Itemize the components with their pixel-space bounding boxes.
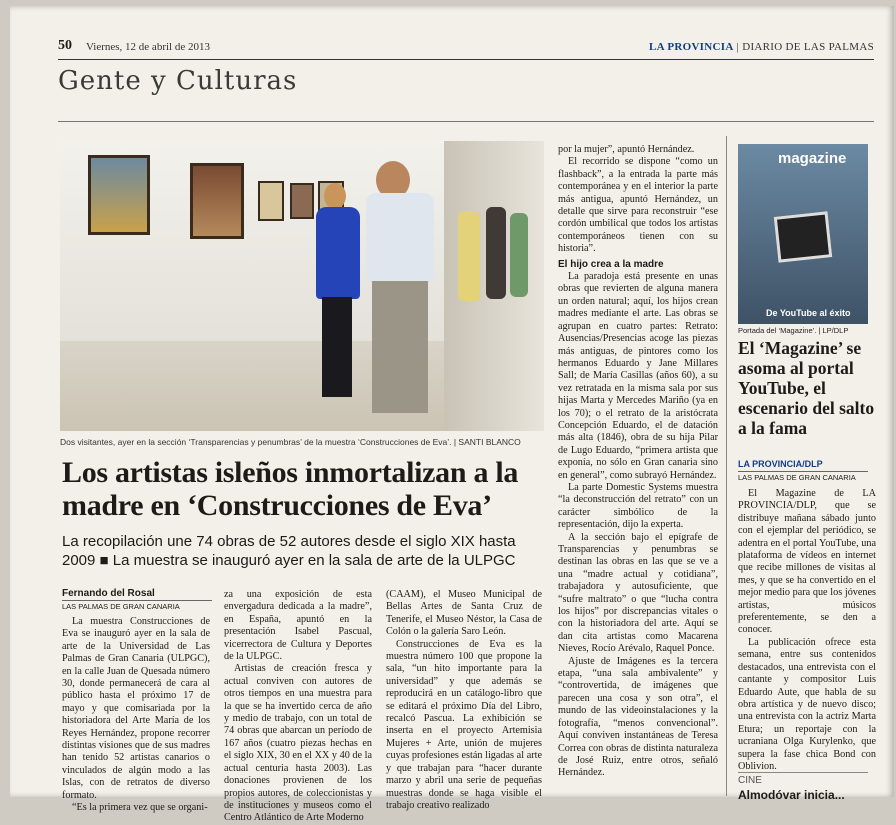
paragraph: A la sección bajo el epígrafe de Transparencias y penumbras se destinan las obras en las que se ve a una “madre actual y cotidiana”, trabajadora y autosuficiente, que “sufre maltrato” o que “lucha contra los hijos” por discrepancias vitales o con la historiadora del arte. Aquí se dan cita artistas como Macarena Nieves, Rocío Arévalo, Raquel Ponce. [558,531,718,655]
man-trousers [372,281,428,413]
column-divider [726,136,727,796]
paragraph: por la mujer”, apuntó Hernández. [558,144,695,155]
visitor-3 [510,213,528,297]
woman-legs [322,297,352,397]
painting-3 [258,181,284,221]
painting-4 [290,183,314,219]
article-column-1 [62,616,210,815]
sidebar-place: LAS PALMAS DE GRAN CANARIA [738,471,868,482]
tablet-image [774,211,833,262]
painting-1 [88,155,150,235]
painting-2 [190,163,244,239]
paragraph: (CAAM), el Museo Municipal de Bellas Artes de Santa Cruz de Tenerife, el Museo Néstor, la Casa de Colón o la galería Saro León. [386,589,542,638]
sidebar-headline: El ‘Magazine’ se asoma al portal YouTube, el escenario del salto a la fama [738,338,875,438]
next-section-label: CINE [738,772,868,786]
woman-body [316,207,360,299]
subsection-title: El hijo crea a la madre [558,258,664,270]
paragraph: La muestra Construcciones de Eva se inauguró ayer en la sala de arte de la Universidad de Las Palmas de Gran Canaria (ULPGC), en la calle Juan de Quesada número 30, donde permanecerá de cara al público hasta el próximo 17 de mayo y que comisariada por la historiadora del Arte María de los Reyes Hernández, propone recorrer distintas visiones que de sus madres han tenido 52 artistas canarios o vinculados de algún modo a las Islas, con de retratos de diverso formato. [62,616,210,801]
paragraph: za una exposición de esta envergadura dedicada a la madre”, en España, apuntó en la presentación Isabel Pascual, vicerrectora de Cultura y Deportes de la ULPGC. [224,589,372,663]
headline: Los artistas isleños inmortalizan a la madre en ‘Construcciones de Eva’ [62,456,519,522]
magazine-title: magazine [778,150,847,167]
sidebar-org: LA PROVINCIA/DLP [738,459,823,469]
paragraph: La parte Domestic Systems muestra “la deconstrucción del retrato” con un carácter simbólico de la representación, dijo la experta. [558,481,718,531]
visitor-1 [458,211,480,301]
next-section-headline: Almodóvar inicia... [738,788,845,802]
exhibition-photo [60,141,544,431]
visitor-2 [486,207,506,299]
paragraph: Ajuste de Imágenes es la tercera etapa, “una sala ambivalente” y “controvertida, de imágenes que parecen una cosa y son otra”, el mundo de las videoinstalaciones y la fotografía, “menos convencional”. Aquí conviven instantáneas de Teresa Correa con obras de distinta naturaleza de José Ruiz, entre otros, señaló Hernández. [558,655,718,779]
article-column-4 [558,144,718,780]
page-number: 50 [58,38,72,53]
woman-head [324,183,346,209]
paragraph: Artistas de creación fresca y actual conviven con autores de otros tiempos en una muestra para la que se ha invertido cerca de año y medio de trabajo, con un total de 74 obras que abarcan un período de 167 años (cuatro piezas hechas en el siglo XIX, 30 en el XX y 40 de la actual centuria hasta 2003). Las donaciones provienen de los propios autores, de coleccionistas y de instituciones y museos como el Centro Atlántico de Arte Moderno [224,663,372,824]
article-column-2 [224,589,372,825]
paragraph: La publicación ofrece esta semana, entre sus contenidos destacados, una entrevista con el cantante y compositor Luis Eduardo Aute, que habla de su obra artística y de nuevo disco; una entrevista con la actriz Marta Etura; un reportaje con la ucraniana Olga Kurylenko, que supera la fase chica Bond con Oblivion. [738,636,876,772]
date-line: Viernes, 12 de abril de 2013 [86,41,210,53]
paragraph: “Es la primera vez que se organi- [72,802,208,814]
masthead-brand: LA PROVINCIA [649,41,734,53]
byline-place: LAS PALMAS DE GRAN CANARIA [62,600,212,611]
photo-caption: Dos visitantes, ayer en la sección ‘Transparencias y penumbras’ de la muestra ‘Construcciones de Eva’. | SANTI BLANCO [60,437,521,447]
top-rule [58,59,874,60]
man-shirt [366,193,434,283]
subheadline: La recopilación une 74 obras de 52 autores desde el siglo XIX hasta 2009 ■ La muestra se inauguró ayer en la sala de arte de la ULPGC [62,533,516,569]
byline: Fernando del Rosal [62,588,155,599]
paragraph: El Magazine de LA PROVINCIA/DLP, que se distribuye mañana sábado junto con el ejemplar del periódico, se adentra en el portal YouTube, una plataforma de vídeos en internet que recibe millones de visitas al mes, y que se ha convertido en el mejor medio para que los jóvenes artistas, músicos preferentemente, se den a conocer. [738,488,876,636]
cover-caption: Portada del ‘Magazine’. | LP/DLP [738,326,849,335]
newspaper-page [10,6,894,824]
paragraph: La paradoja está presente en unas obras que revierten de alguna manera un orden natural; aquí, los hijos crean madres mediante el arte. Las obras se agrupan en cuatro partes: Retrato: Ausencias/Presencias acoge las piezas más antiguas, de pintores como los hermanos Eduardo y Jane Millares Sall; de María Casillas (años 60), a su vez retratada en la misma sala por sus hijas Marta y Mercedes Mariño (ya en los 70); o el retrato de la aristócrata Concepción Eduardo, el de datación más alta (1846), obra de su hija Pilar de Lugo Eduardo, “primera artista que exponía, no sólo en Gran canaria sino en general”, como subrayó Hernández. [558,271,718,481]
sidebar-body [738,488,876,773]
masthead [649,41,874,53]
masthead-rest: | DIARIO DE LAS PALMAS [733,41,874,53]
paragraph: Construcciones de Eva es la muestra número 100 que propone la sala, “un hito importante para la universidad” y que además se reproducirá en un catálogo-libro que se editará el próximo Día del Libro, recalcó Pascua. La exhibición se inserta en el proyecto Artemisia Mujeres + Arte, unión de mujeres cuyas profesiones están ligadas al arte y que trabajan para “hacer durante marzo y abril una serie de pequeñas muestras donde se haga visible el trabajo creativo realizado [386,638,542,811]
paragraph: El recorrido se dispone “como un flashback”, a la entrada la parte más contemporánea y en el interior la parte más antigua, apuntó Hernández, un detalle que sirve para reconstruir “ese cordón umbilical que todos los artistas contemporáneos tienen con su historia”. [558,156,718,255]
section-title: Gente y Culturas [58,66,298,96]
section-rule [58,121,874,122]
article-column-3 [386,589,542,812]
magazine-banner: De YouTube al éxito [766,308,851,318]
magazine-cover [738,144,868,324]
